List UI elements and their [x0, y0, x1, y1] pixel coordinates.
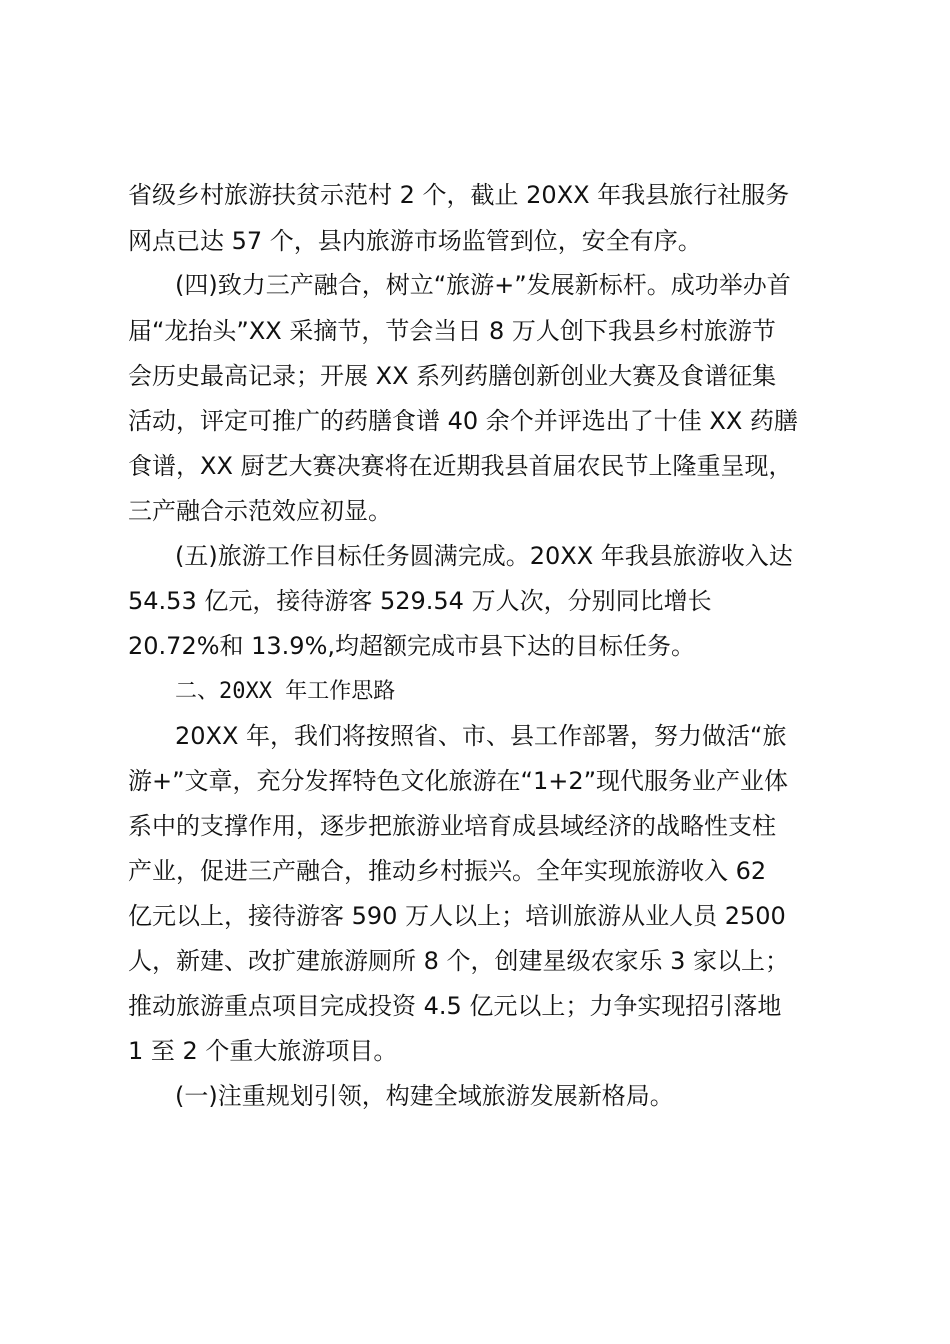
text-line: 系中的支撑作用，逐步把旅游业培育成县域经济的战略性支柱	[128, 812, 776, 840]
text-line: 1 至 2 个重大旅游项目。	[128, 1037, 398, 1065]
text-line: 产业，促进三产融合，推动乡村振兴。全年实现旅游收入 62	[128, 857, 767, 885]
text-line: 届“龙抬头”XX 采摘节，节会当日 8 万人创下我县乡村旅游节	[128, 317, 776, 345]
text-line: 省级乡村旅游扶贫示范村 2 个，截止 20XX 年我县旅行社服务	[128, 181, 790, 209]
text-line: 20.72%和 13.9%,均超额完成市县下达的目标任务。	[128, 632, 696, 660]
text-line: 网点已达 57 个，县内旅游市场监管到位，安全有序。	[128, 227, 702, 255]
text-line: 食谱，XX 厨艺大赛决赛将在近期我县首届农民节上隆重呈现，	[128, 452, 793, 480]
text-line: 三产融合示范效应初显。	[128, 497, 392, 525]
text-line: 54.53 亿元，接待游客 529.54 万人次，分别同比增长	[128, 587, 712, 615]
text-line: 人，新建、改扩建旅游厕所 8 个，创建星级农家乐 3 家以上；	[128, 947, 790, 975]
text-line: 推动旅游重点项目完成投资 4.5 亿元以上；力争实现招引落地	[128, 992, 782, 1020]
text-line: (五)旅游工作目标任务圆满完成。20XX 年我县旅游收入达	[175, 542, 793, 570]
text-line: (一)注重规划引领，构建全域旅游发展新格局。	[175, 1082, 674, 1110]
text-line: 亿元以上，接待游客 590 万人以上；培训旅游从业人员 2500	[128, 902, 786, 930]
text-line: 游+”文章，充分发挥特色文化旅游在“1+2”现代服务业产业体	[128, 767, 789, 795]
section-heading: 二、20XX 年工作思路	[175, 679, 396, 704]
text-line: (四)致力三产融合，树立“旅游+”发展新标杆。成功举办首	[175, 271, 791, 299]
text-line: 会历史最高记录；开展 XX 系列药膳创新创业大赛及食谱征集	[128, 362, 777, 390]
text-line: 活动，评定可推广的药膳食谱 40 余个并评选出了十佳 XX 药膳	[128, 407, 798, 435]
text-line: 20XX 年，我们将按照省、市、县工作部署，努力做活“旅	[175, 722, 787, 750]
